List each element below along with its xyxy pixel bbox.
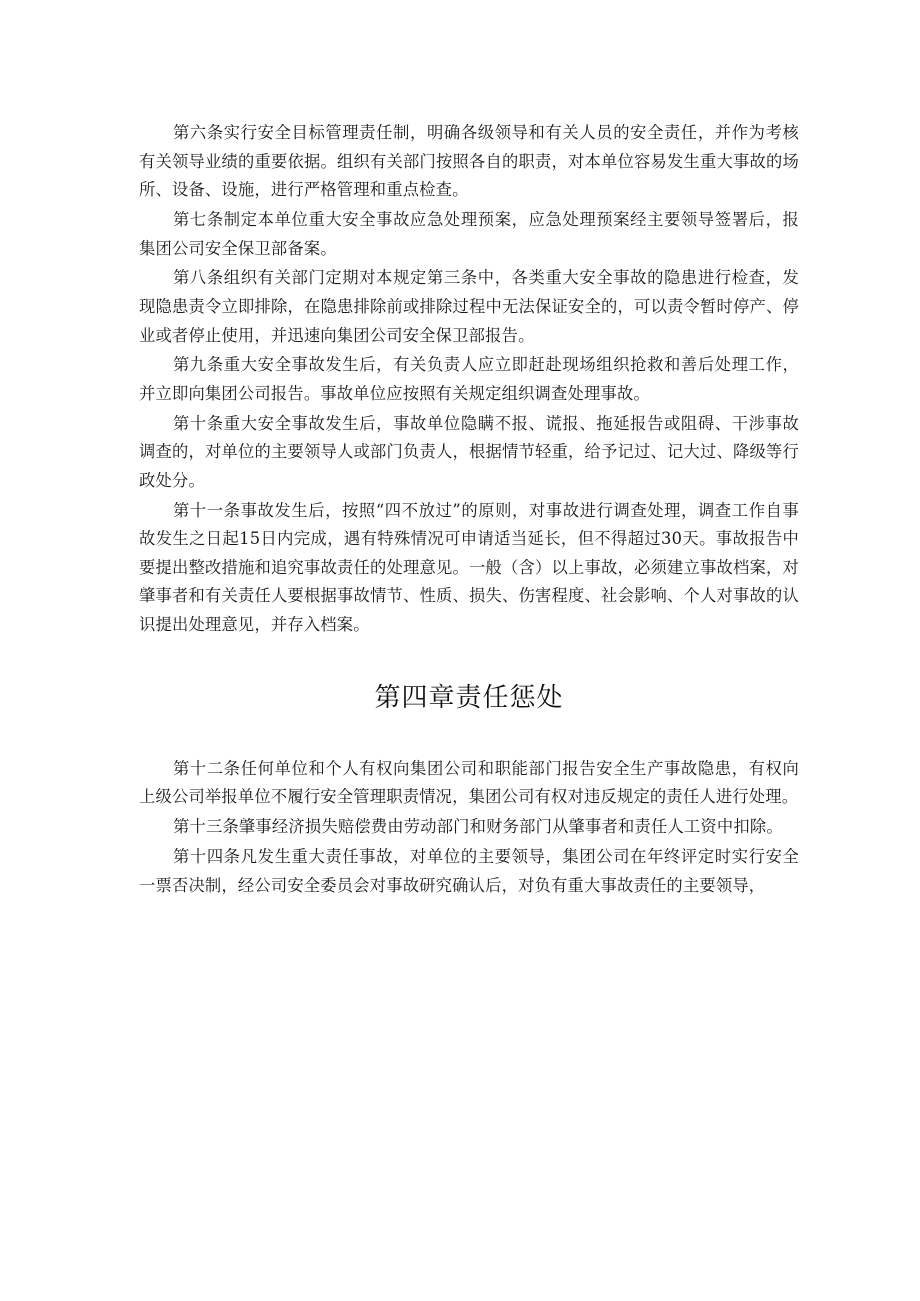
document-body [139, 119, 799, 901]
article-12: 第十二条任何单位和个人有权向集团公司和职能部门报告安全生产事故隐患，有权向上级公司举报单位不履行安全管理职责情况，集团公司有权对违反规定的责任人进行处理。 [139, 758, 799, 807]
article-14: 第十四条凡发生重大责任事故，对单位的主要领导，集团公司在年终评定时实行安全一票否决制，经公司安全委员会对事故研究确认后，对负有重大事故责任的主要领导， [139, 846, 799, 895]
article-10: 第十条重大安全事故发生后，事故单位隐瞒不报、谎报、拖延报告或阻碍、干涉事故调查的，对单位的主要领导人或部门负责人，根据情节轻重，给予记过、记大过、降级等行政处分。 [139, 413, 799, 490]
article-13: 第十三条肇事经济损失赔偿费由劳动部门和财务部门从肇事者和责任人工资中扣除。 [173, 817, 783, 837]
article-8: 第八条组织有关部门定期对本规定第三条中，各类重大安全事故的隐患进行检查，发现隐患责令立即排除，在隐患排除前或排除过程中无法保证安全的，可以责令暂时停产、停业或者停止使用，并迅速向集团公司安全保卫部报告。 [139, 268, 799, 345]
article-6: 第六条实行安全目标管理责任制，明确各级领导和有关人员的安全责任，并作为考核有关领导业绩的重要依据。组织有关部门按照各自的职责，对本单位容易发生重大事故的场所、设备、设施，进行严格管理和重点检查。 [139, 123, 799, 200]
article-7: 第七条制定本单位重大安全事故应急处理预案，应急处理预案经主要领导签署后，报集团公司安全保卫部备案。 [139, 209, 799, 258]
article-9: 第九条重大安全事故发生后，有关负责人应立即赶赴现场组织抢救和善后处理工作，并立即向集团公司报告。事故单位应按照有关规定组织调查处理事故。 [139, 355, 799, 403]
article-11: 第十一条事故发生后，按照“四不放过”的原则，对事故进行调查处理，调查工作自事故发生之日起15日内完成，遇有特殊情况可申请适当延长，但不得超过30天。事故报告中要提出整改措施和追究事故责任的处理意见。一般（含）以上事故，必须建立事故档案，对肇事者和有关责任人要根据事故情节、性质、损失、伤害程度、社会影响、个人对事故的认识提出处理意见，并存入档案。 [139, 500, 799, 635]
chapter-title: 第四章责任惩处 [374, 682, 564, 713]
